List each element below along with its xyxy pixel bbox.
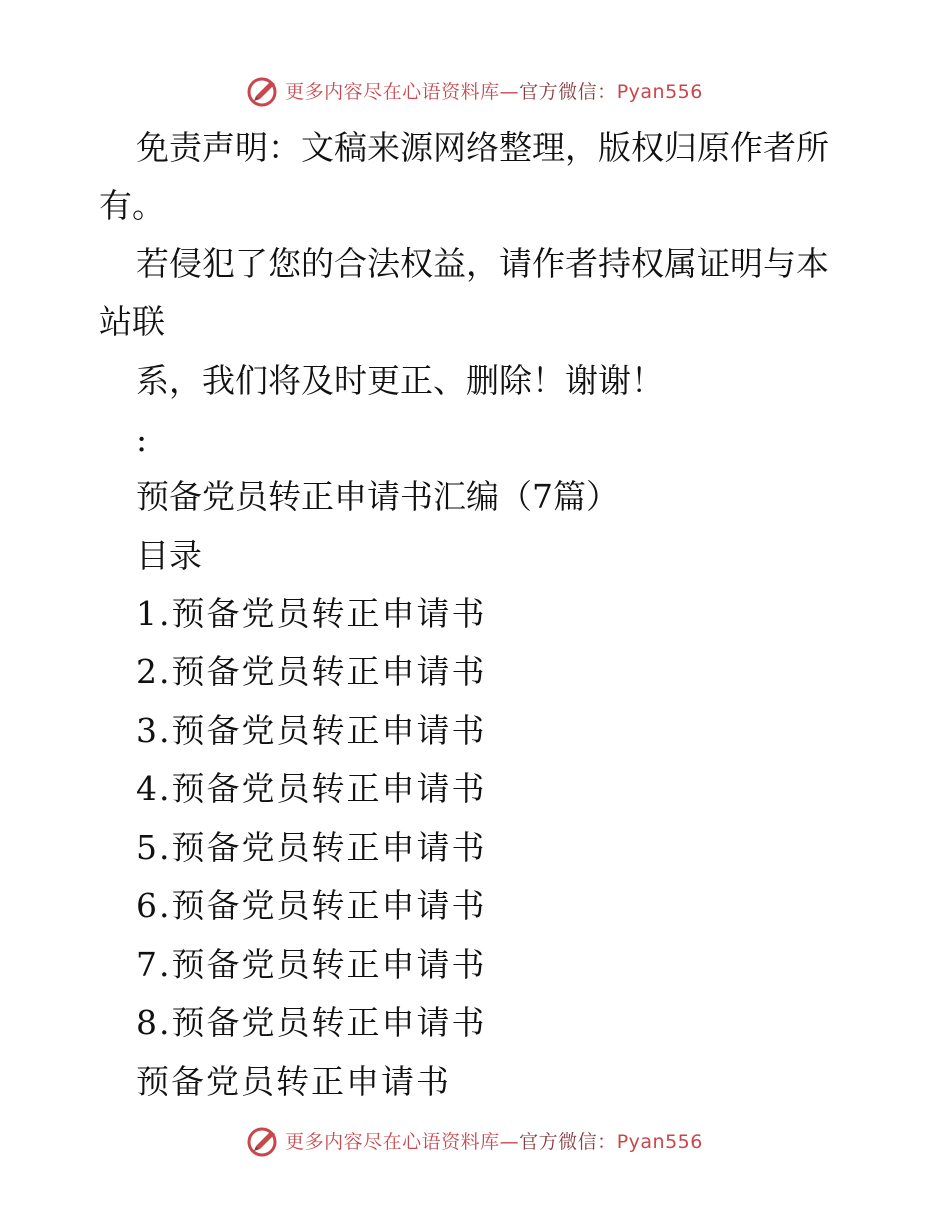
section-heading: 预备党员转正申请书: [136, 1062, 451, 1101]
footer-banner-text: 更多内容尽在心语资料库—官方微信：Pyan556: [285, 1130, 703, 1153]
toc-item-8: 8.预备党员转正申请书: [136, 1003, 487, 1042]
disclaimer-line-4: 站联: [99, 302, 165, 341]
toc-item-5: 5.预备党员转正申请书: [136, 828, 487, 867]
toc-heading: 目录: [136, 536, 202, 575]
document-title: 预备党员转正申请书汇编（7篇）: [136, 477, 619, 516]
footer-banner: [0, 1120, 950, 1160]
toc-item-4: 4.预备党员转正申请书: [136, 769, 487, 808]
toc-item-6: 6.预备党员转正申请书: [136, 886, 487, 925]
disclaimer-line-2: 有。: [99, 186, 165, 225]
disclaimer-line-1: 免责声明：文稿来源网络整理，版权归原作者所: [136, 128, 829, 167]
disclaimer-line-6: :: [136, 420, 148, 459]
disclaimer-line-5: 系，我们将及时更正、删除！谢谢！: [136, 361, 664, 400]
toc-item-2: 2.预备党员转正申请书: [136, 652, 487, 691]
pen-logo-icon: [247, 1123, 281, 1157]
header-banner-text: 更多内容尽在心语资料库—官方微信：Pyan556: [285, 80, 703, 103]
disclaimer-line-3: 若侵犯了您的合法权益，请作者持权属证明与本: [136, 244, 829, 283]
toc-item-3: 3.预备党员转正申请书: [136, 711, 487, 750]
toc-item-1: 1.预备党员转正申请书: [136, 594, 487, 633]
toc-item-7: 7.预备党员转正申请书: [136, 945, 487, 984]
header-banner: [0, 70, 950, 110]
pen-logo-icon: [247, 73, 281, 107]
